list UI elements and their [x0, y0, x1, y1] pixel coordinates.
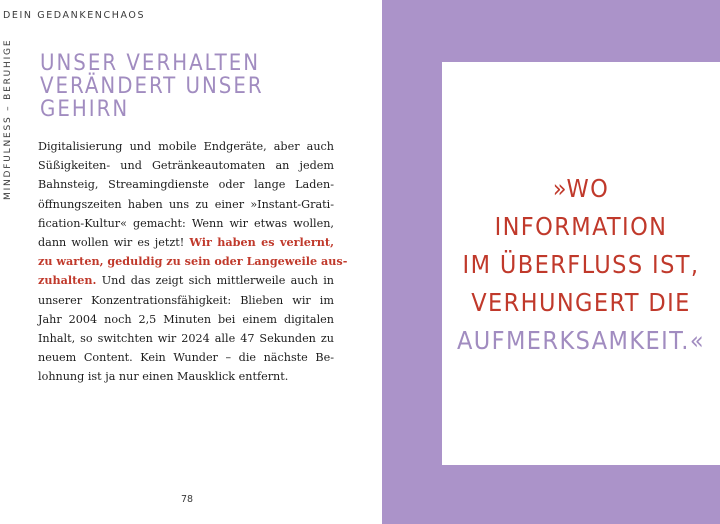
quote-line: IM ÜBERFLUSS IST,: [462, 250, 700, 279]
running-head: DEIN GEDANKENCHAOS: [3, 10, 146, 21]
body-line: unserer Konzentrationsfähigkeit: Blieben wir im: [38, 293, 334, 307]
body-line: [38, 271, 334, 290]
body-line: Inhalt, so switchten wir 2024 alle 47 Sekunden zu: [38, 331, 334, 345]
highlighted-line: zu warten, geduldig zu sein oder Langeweile aus-: [38, 254, 348, 269]
right-page: [382, 0, 720, 524]
body-segment: dann wollen wir es jetzt!: [38, 235, 190, 249]
quote-line: »WO: [552, 174, 610, 203]
body-line: [38, 233, 334, 252]
body-line: öffnungszeiten haben uns zu einer »Instant-Grati-: [38, 197, 334, 211]
body-line: Bahnsteig, Streamingdienste oder lange Laden-: [38, 178, 334, 192]
body-line: neuem Content. Kein Wunder – die nächste Be-: [38, 351, 334, 365]
body-line: lohnung ist ja nur einen Mausklick entfernt.: [38, 370, 289, 384]
pull-quote: [442, 170, 720, 360]
quote-line: INFORMATION: [494, 212, 668, 241]
chapter-heading: [40, 52, 340, 121]
quote-line: AUFMERKSAMKEIT.«: [457, 326, 705, 355]
body-line: Jahr 2004 noch 2,5 Minuten bei einem digitalen: [38, 312, 334, 326]
side-label: MINDFULNESS – BERUHIGE: [3, 38, 13, 200]
heading-line: UNSER VERHALTEN: [40, 51, 260, 76]
body-paragraph: [38, 137, 348, 386]
highlighted-text: zuhalten.: [38, 273, 97, 288]
body-line: Süßigkeiten- und Getränkeautomaten an jedem: [38, 159, 334, 173]
body-segment: Und das zeigt sich mittlerweile auch in: [96, 274, 334, 288]
quote-line: VERHUNGERT DIE: [471, 288, 691, 317]
heading-line: VERÄNDERT UNSER: [40, 74, 264, 99]
quote-box: [442, 62, 720, 465]
highlighted-text: Wir haben es verlernt,: [189, 234, 334, 249]
body-line: fication-Kultur« gemacht: Wenn wir etwas wollen,: [38, 216, 334, 230]
body-line: Digitalisierung und mobile Endgeräte, aber auch: [38, 140, 334, 153]
heading-line: GEHIRN: [40, 97, 130, 122]
page-number: 78: [180, 494, 194, 505]
